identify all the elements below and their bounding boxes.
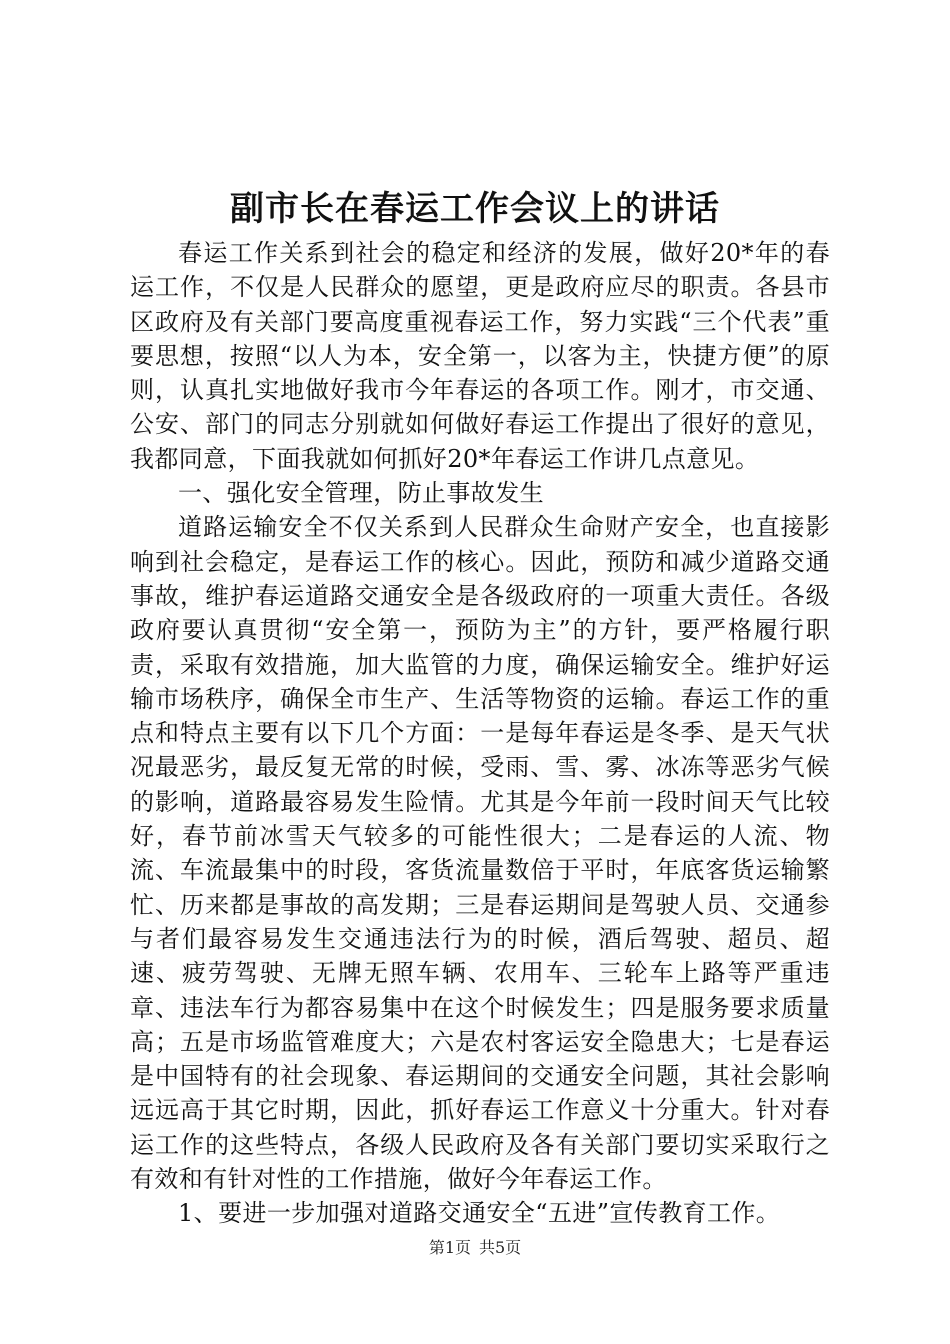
- paragraph-item-1: 1、要进一步加强对道路交通安全“五进”宣传教育工作。: [178, 1199, 781, 1228]
- page-total: 共5页: [479, 1238, 522, 1257]
- page-footer: [0, 1238, 950, 1258]
- paragraph-intro: 春运工作关系到社会的稳定和经济的发展，做好20*年的春运工作，不仅是人民群众的愿望，更是政府应尽的职责。各县市区政府及有关部门要高度重视春运工作，努力实践“三个代表”重要思想，按照“以人为本，安全第一，以客为主，快捷方便”的原则，认真扎实地做好我市今年春运的各项工作。刚才，市交通、公安、部门的同志分别就如何做好春运工作提出了很好的意见，我都同意，下面我就如何抓好20*年春运工作讲几点意见。: [130, 239, 830, 473]
- paragraph-safety: 道路运输安全不仅关系到人民群众生命财产安全，也直接影响到社会稳定，是春运工作的核心。因此，预防和减少道路交通事故，维护春运道路交通安全是各级政府的一项重大责任。各级政府要认真贯彻“安全第一，预防为主”的方针，要严格履行职责，采取有效措施，加大监管的力度，确保运输安全。维护好运输市场秩序，确保全市生产、生活等物资的运输。春运工作的重点和特点主要有以下几个方面：一是每年春运是冬季、是天气状况最恶劣，最反复无常的时候，受雨、雪、雾、冰冻等恶劣气候的影响，道路最容易发生险情。尤其是今年前一段时间天气比较好，春节前冰雪天气较多的可能性很大；二是春运的人流、物流、车流最集中的时段，客货流量数倍于平时，年底客货运输繁忙、历来都是事故的高发期；三是春运期间是驾驶人员、交通参与者们最容易发生交通违法行为的时候，酒后驾驶、超员、超速、疲劳驾驶、无牌无照车辆、农用车、三轮车上路等严重违章、违法车行为都容易集中在这个时候发生；四是服务要求质量高；五是市场监管难度大；六是农村客运安全隐患大；七是春运是中国特有的社会现象、春运期间的交通安全问题，其社会影响远远高于其它时期，因此，抓好春运工作意义十分重大。针对春运工作的这些特点，各级人民政府及各有关部门要切实采取行之有效和有针对性的工作措施，做好今年春运工作。: [130, 513, 830, 1194]
- document-body: [130, 236, 830, 1231]
- page-number: 第1页: [428, 1238, 471, 1257]
- document-title: 副市长在春运工作会议上的讲话: [230, 189, 720, 229]
- section-heading-1: 一、强化安全管理，防止事故发生: [178, 479, 544, 508]
